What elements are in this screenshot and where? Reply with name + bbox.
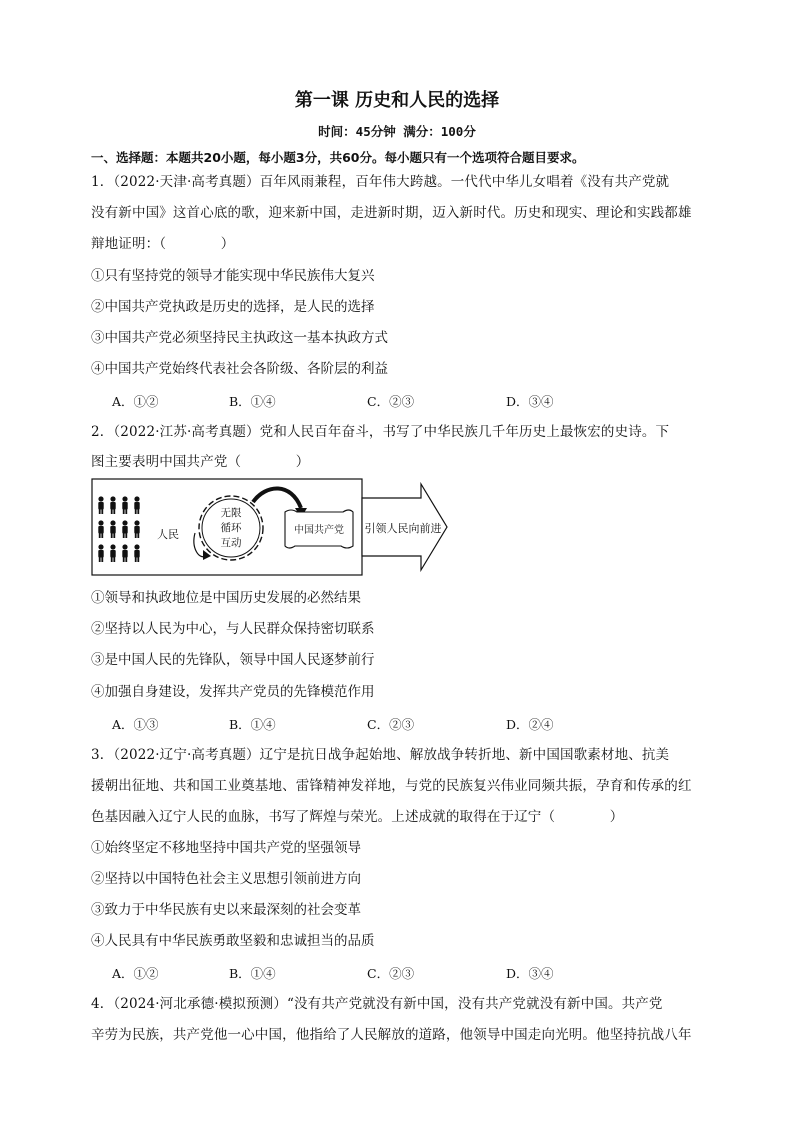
- q3-option-a: A．①②: [112, 966, 159, 981]
- cycle-label-2: 循环: [220, 522, 242, 534]
- q1-stem-line-1: 1．（2022·天津·高考真题）百年风雨兼程，百年伟大跨越。一代代中华儿女唱着《没有共产党就: [91, 174, 670, 190]
- q2-stem-line-1: 2．（2022·江苏·高考真题）党和人民百年奋斗，书写了中华民族几千年历史上最恢宏的史诗。下: [91, 424, 670, 440]
- exam-meta: 时间：45分钟 满分：100分: [318, 124, 476, 139]
- q3-statement-3: ③致力于中华民族有史以来最深刻的社会变革: [91, 902, 361, 918]
- q3-statement-4: ④人民具有中华民族勇敢坚毅和忠诚担当的品质: [91, 933, 375, 949]
- q3-stem-line-2: 援朝出征地、共和国工业奠基地、雷锋精神发祥地，与党的民族复兴伟业同频共振，孕育和传承的红: [91, 778, 692, 794]
- q1-option-d: D．③④: [506, 394, 554, 409]
- q2-statement-2: ②坚持以人民为中心，与人民群众保持密切联系: [91, 621, 375, 637]
- q2-option-b: B．①④: [229, 717, 276, 732]
- q1-stem-line-3: 辩地证明：（ ）: [91, 236, 235, 252]
- q2-option-a: A．①③: [112, 717, 159, 732]
- q2-statement-1: ①领导和执政地位是中国历史发展的必然结果: [91, 590, 361, 606]
- people-label: 人民: [157, 528, 179, 541]
- cycle-label-3: 互动: [220, 537, 242, 549]
- q3-stem-line-3: 色基因融入辽宁人民的血脉，书写了辉煌与荣光。上述成就的取得在于辽宁（ ）: [91, 809, 624, 825]
- people-icons: [98, 496, 139, 562]
- q2-stem-line-2: 图主要表明中国共产党（ ）: [91, 454, 310, 470]
- q2-statement-4: ④加强自身建设，发挥共产党员的先锋模范作用: [91, 684, 375, 700]
- party-label: 中国共产党: [294, 525, 344, 536]
- q1-option-c: C．②③: [367, 394, 415, 409]
- q1-option-b: B．①④: [229, 394, 276, 409]
- cycle-label-1: 无限: [220, 507, 242, 519]
- q3-stem-line-1: 3．（2022·辽宁·高考真题）辽宁是抗日战争起始地、解放战争转折地、新中国国歌素材地、抗美: [91, 747, 670, 763]
- section-heading: 一、选择题：本题共20小题，每小题3分，共60分。每小题只有一个选项符合题目要求。: [91, 150, 585, 165]
- arrow-label: 引领人民向前进: [364, 522, 442, 535]
- q2-option-d: D．②④: [506, 717, 554, 732]
- q1-statement-1: ①只有坚持党的领导才能实现中华民族伟大复兴: [91, 268, 375, 284]
- q4-stem-line-2: 辛劳为民族，共产党他一心中国，他指给了人民解放的道路，他领导中国走向光明。他坚持抗战八年: [91, 1027, 692, 1043]
- q3-option-b: B．①④: [229, 966, 276, 981]
- q1-statement-4: ④中国共产党始终代表社会各阶级、各阶层的利益: [91, 361, 388, 377]
- q1-statement-2: ②中国共产党执政是历史的选择，是人民的选择: [91, 299, 375, 315]
- q2-statement-3: ③是中国人民的先锋队，领导中国人民逐梦前行: [91, 652, 375, 668]
- q3-statement-2: ②坚持以中国特色社会主义思想引领前进方向: [91, 871, 361, 887]
- q3-statement-1: ①始终坚定不移地坚持中国共产党的坚强领导: [91, 840, 361, 856]
- q1-stem-line-2: 没有新中国》这首心底的歌，迎来新中国，走进新时期，迈入新时代。历史和现实、理论和实践都雄: [91, 205, 692, 221]
- q1-statement-3: ③中国共产党必须坚持民主执政这一基本执政方式: [91, 330, 388, 346]
- q3-option-c: C．②③: [367, 966, 415, 981]
- q3-option-d: D．③④: [506, 966, 554, 981]
- arrow-curve-top: [253, 488, 301, 508]
- q1-option-a: A．①②: [112, 394, 159, 409]
- q2-option-c: C．②③: [367, 717, 415, 732]
- page-title: 第一课 历史和人民的选择: [294, 90, 500, 111]
- q4-stem-line-1: 4．（2024·河北承德·模拟预测）“没有共产党就没有新中国，没有共产党就没有新中国。共产党: [91, 996, 663, 1012]
- party-people-diagram: [91, 478, 451, 576]
